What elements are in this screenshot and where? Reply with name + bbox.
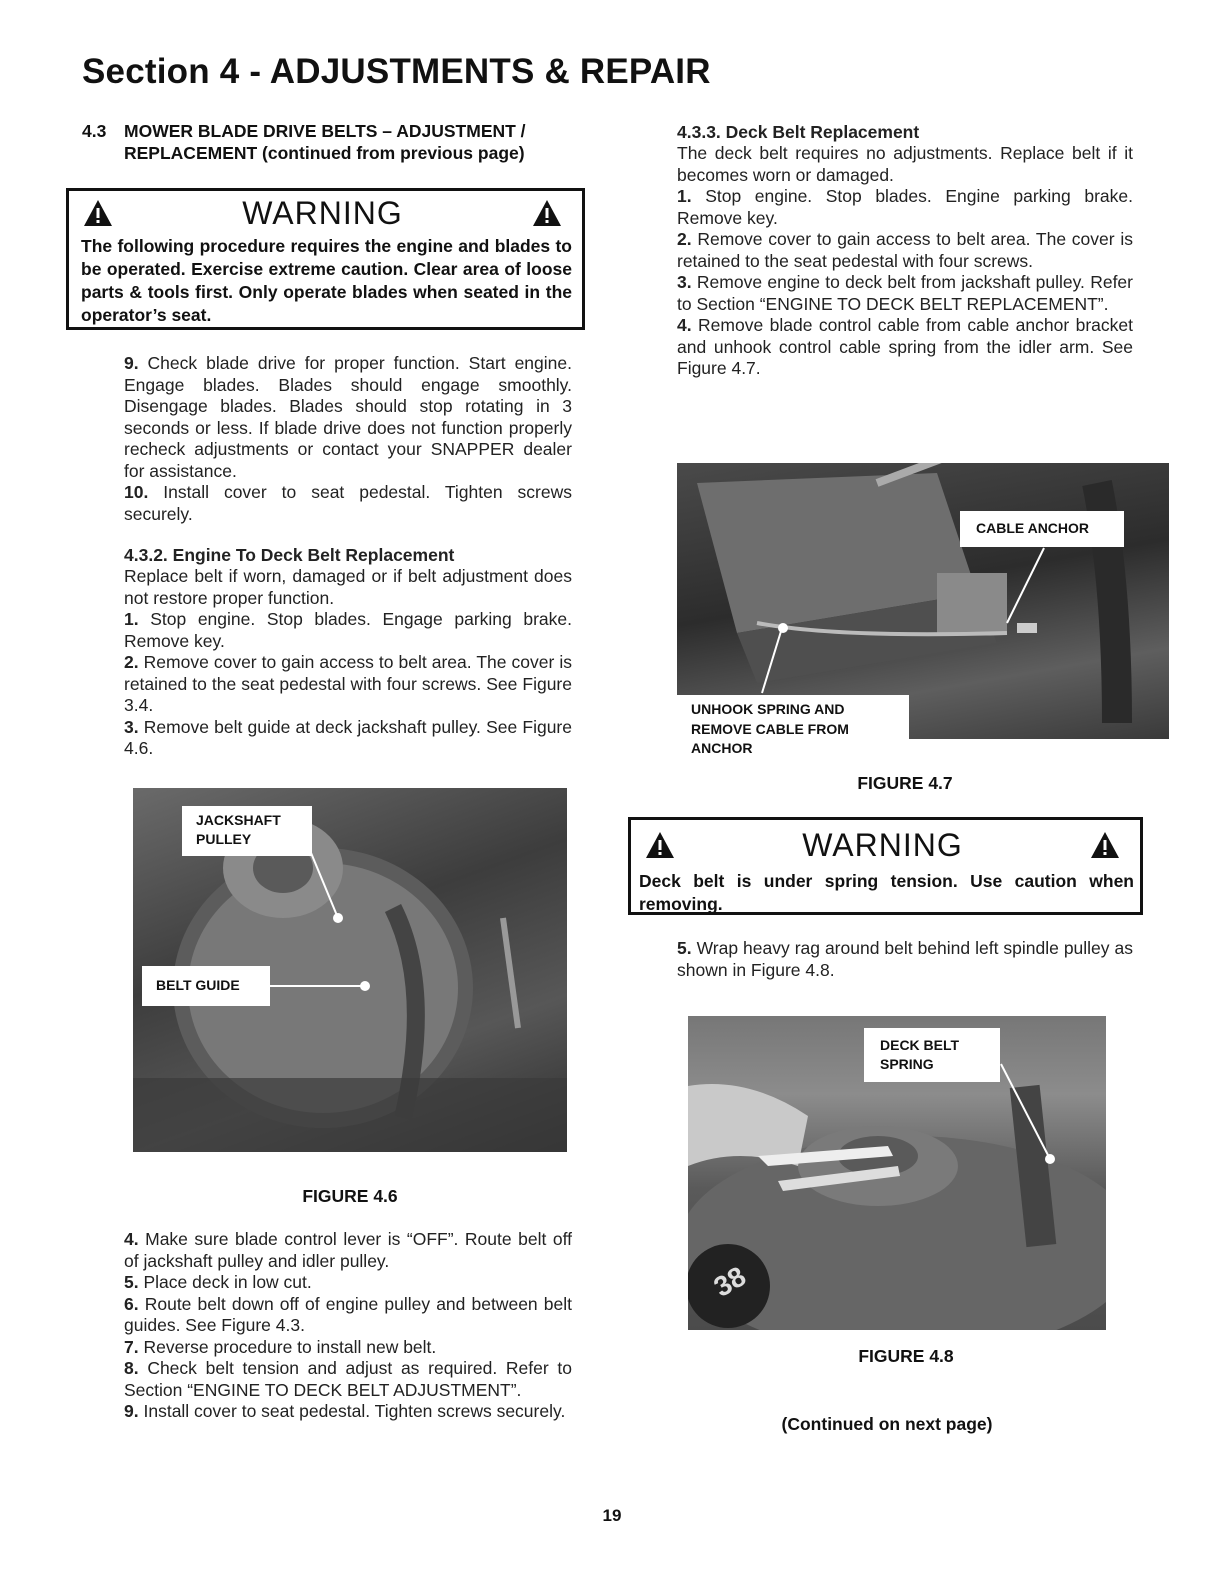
deck-size-badge: 38 — [708, 1260, 751, 1303]
callout-unhook-spring-text: UNHOOK SPRING AND REMOVE CABLE FROM ANCHOR — [691, 701, 849, 756]
step-item: 7. Reverse procedure to install new belt. — [124, 1336, 437, 1357]
subsection-intro: The deck belt requires no adjustments. Replace belt if it becomes worn or damaged. — [677, 143, 1133, 185]
step-item: 2. Remove cover to gain access to belt area. The cover is retained to the seat pedestal with four screws. — [677, 229, 1133, 271]
warning-box — [628, 817, 1143, 915]
step-item: 1. Stop engine. Stop blades. Engage parking brake. Remove key. — [124, 609, 572, 651]
figure-4-6-photo — [133, 788, 567, 1152]
section-title: MOWER BLADE DRIVE BELTS – ADJUSTMENT / REPLACEMENT (continued from previous page) — [124, 121, 526, 163]
step-item: 5. Place deck in low cut. — [124, 1272, 312, 1292]
warning-triangle-icon — [532, 199, 562, 227]
figure-caption: FIGURE 4.6 — [302, 1186, 398, 1206]
page-title: Section 4 - ADJUSTMENTS & REPAIR — [82, 52, 711, 91]
warning-label: WARNING — [802, 826, 963, 863]
step-item: 3. Remove belt guide at deck jackshaft pulley. See Figure 4.6. — [124, 716, 572, 758]
callout-cable-anchor: CABLE ANCHOR — [960, 511, 1124, 547]
warning-triangle-icon — [1090, 831, 1120, 859]
step-item: 10. Install cover to seat pedestal. Tighten screws securely. — [124, 482, 572, 524]
steps-block-a — [124, 353, 572, 760]
figure-caption: FIGURE 4.7 — [857, 773, 953, 793]
step-item: 3. Remove engine to deck belt from jackshaft pulley. Refer to Section “ENGINE TO DECK BELT REPLACEMENT”. — [677, 272, 1133, 314]
warning-triangle-icon — [83, 199, 113, 227]
step-item: 6. Route belt down off of engine pulley and between belt guides. See Figure 4.3. — [124, 1293, 572, 1335]
step-5 — [677, 938, 1133, 981]
page-number: 19 — [602, 1506, 622, 1525]
warning-label: WARNING — [242, 194, 403, 231]
figure-caption: FIGURE 4.8 — [858, 1346, 954, 1366]
warning-box — [66, 188, 585, 330]
warning-text: The following procedure requires the engine and blades to be operated. Exercise extreme caution. Clear area of loose parts & tools first. Only operate blades when seated in the operator’s seat. — [81, 236, 572, 325]
step-item: 4. Make sure blade control lever is “OFF”. Route belt off of jackshaft pulley and idler pulley. — [124, 1229, 572, 1271]
step-item: 9. Check blade drive for proper function. Start engine. Engage blades. Blades should engage smoothly. Disengage blades. Blades should stop rotating in 3 seconds or less. If blade drive does not function properly recheck adjustments or contact your SNAPPER dealer for assistance. — [124, 353, 572, 481]
step-item: 2. Remove cover to gain access to belt area. The cover is retained to the seat pedestal with four screws. See Figure 3.4. — [124, 652, 572, 715]
step-item: 4. Remove blade control cable from cable anchor bracket and unhook control cable spring from the idler arm. See Figure 4.7. — [677, 315, 1133, 378]
warning-triangle-icon — [645, 831, 675, 859]
subsection-heading: 4.3.3. Deck Belt Replacement — [677, 122, 920, 142]
figure-4-8-photo — [688, 1016, 1106, 1330]
step-item: 8. Check belt tension and adjust as required. Refer to Section “ENGINE TO DECK BELT ADJUSTMENT”. — [124, 1358, 572, 1400]
callout-belt-guide: BELT GUIDE — [142, 966, 270, 1006]
section-heading — [82, 120, 572, 164]
callout-jackshaft-pulley: JACKSHAFT PULLEY — [182, 806, 312, 856]
callout-deck-belt-spring: DECK BELT SPRING — [864, 1028, 1000, 1082]
subsection-heading: 4.3.2. Engine To Deck Belt Replacement — [124, 545, 455, 565]
steps-block-b — [124, 1229, 572, 1423]
left-column — [82, 120, 572, 164]
subsection-intro: Replace belt if worn, damaged or if belt adjustment does not restore proper function. — [124, 566, 572, 608]
warning-text: Deck belt is under spring tension. Use caution when removing. — [639, 871, 1134, 914]
continued-note: (Continued on next page) — [781, 1414, 993, 1434]
step-item: 1. Stop engine. Stop blades. Engine parking brake. Remove key. — [677, 186, 1133, 228]
step-item: 5. Wrap heavy rag around belt behind left spindle pulley as shown in Figure 4.8. — [677, 938, 1133, 980]
right-text-block — [677, 121, 1133, 380]
section-number: 4.3 — [82, 121, 107, 141]
step-item: 9. Install cover to seat pedestal. Tighten screws securely. — [124, 1401, 566, 1421]
